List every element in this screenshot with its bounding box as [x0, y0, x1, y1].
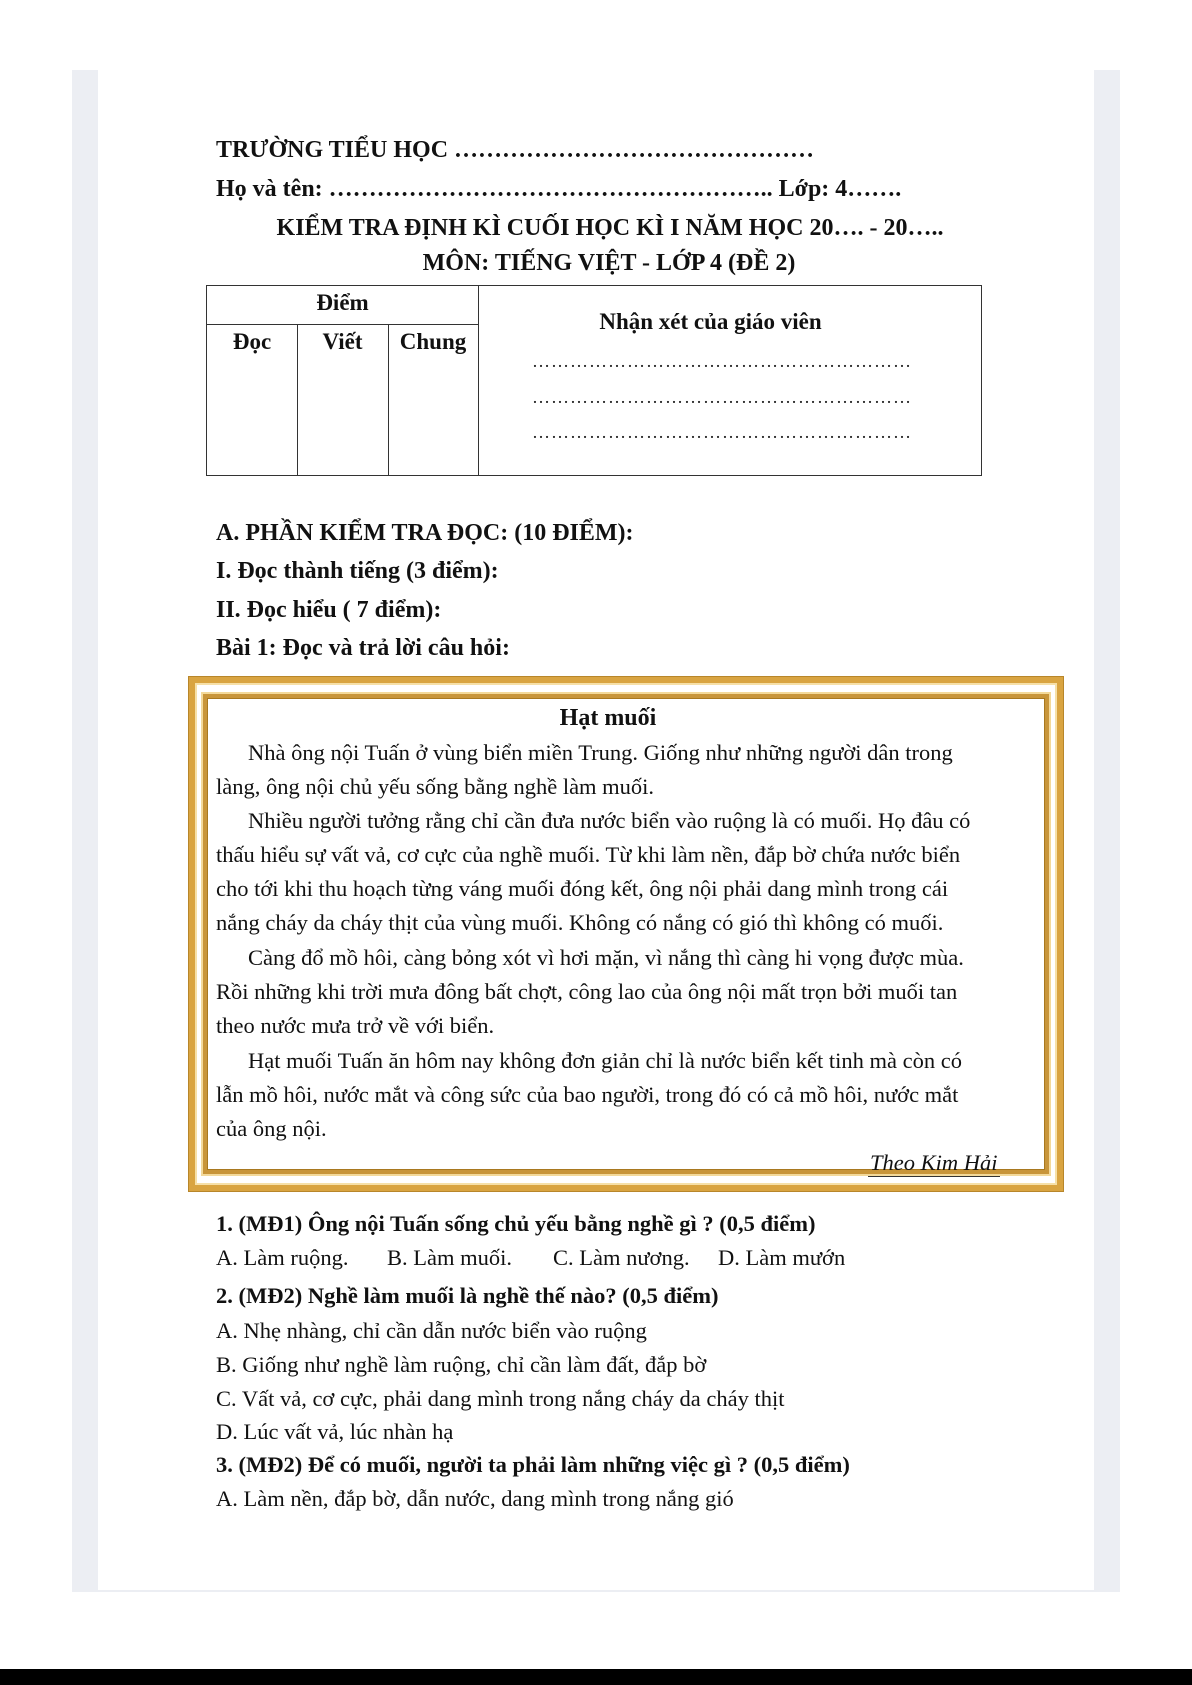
passage-line: lẫn mồ hôi, nước mắt và công sức của bao người, trong đó có cả mồ hôi, nước mắt: [216, 1082, 959, 1107]
score-header: Điểm: [316, 290, 369, 315]
passage-line: làng, ông nội chủ yếu sống bằng nghề làm muối.: [216, 774, 655, 799]
subject-line: MÔN: TIẾNG VIỆT - LỚP 4 (ĐỀ 2): [422, 250, 796, 276]
exam-title: KIỂM TRA ĐỊNH KÌ CUỐI HỌC KÌ I NĂM HỌC 20…. - 20…..: [276, 215, 944, 241]
comment-line: ……………………………………………………: [532, 387, 912, 407]
comment-line: ……………………………………………………: [532, 422, 912, 442]
passage-line: nắng cháy da cháy thịt của vùng muối. Không có nắng có gió thì không có muối.: [216, 910, 944, 935]
question-heading: 1. (MĐ1) Ông nội Tuấn sống chủ yếu bằng nghề gì ? (0,5 điểm): [216, 1211, 816, 1236]
passage-line: của ông nội.: [216, 1116, 327, 1141]
answer-option: C. Vất vả, cơ cực, phải dang mình trong nắng cháy da cháy thịt: [216, 1386, 785, 1411]
section-reading-aloud: I. Đọc thành tiếng (3 điểm):: [216, 558, 499, 584]
screen-bottom-bar: [0, 1669, 1192, 1685]
passage-line: Hạt muối Tuấn ăn hôm nay không đơn giản chỉ là nước biển kết tinh mà còn có: [248, 1048, 963, 1073]
answer-option: A. Làm ruộng.: [216, 1245, 349, 1270]
teacher-comment-header: Nhận xét của giáo viên: [599, 309, 822, 334]
passage-line: cho tới khi thu hoạch từng váng muối đóng kết, ông nội phải dang mình trong cái: [216, 876, 949, 901]
question-heading: 2. (MĐ2) Nghề làm muối là nghề thế nào? (0,5 điểm): [216, 1283, 719, 1308]
score-reading-header: Đọc: [232, 329, 272, 354]
passage-line: Rồi những khi trời mưa đông bất chợt, công lao của ông nội mất trọn bởi muối tan: [216, 979, 958, 1004]
score-writing-header: Viết: [322, 329, 363, 354]
section-exercise-1: Bài 1: Đọc và trả lời câu hỏi:: [216, 635, 510, 661]
passage-title: Hạt muối: [559, 705, 657, 731]
passage-line: Nhiều người tưởng rằng chỉ cần đưa nước biển vào ruộng là có muối. Họ đâu có: [248, 808, 971, 833]
passage-line: theo nước mưa trở về với biển.: [216, 1013, 495, 1038]
passage-line: Nhà ông nội Tuấn ở vùng biển miền Trung. Giống như những người dân trong: [248, 740, 953, 765]
question-heading: 3. (MĐ2) Để có muối, người ta phải làm những việc gì ? (0,5 điểm): [216, 1452, 850, 1477]
section-reading-comprehension: II. Đọc hiểu ( 7 điểm):: [216, 597, 442, 623]
school-line: TRƯỜNG TIỂU HỌC ………………………………………: [216, 137, 815, 163]
table-divider: [207, 324, 478, 325]
answer-option: C. Làm nương.: [553, 1245, 690, 1270]
answer-option: A. Làm nền, đắp bờ, dẫn nước, dang mình trong nắng gió: [216, 1486, 734, 1511]
passage-source: Theo Kim Hải: [870, 1150, 998, 1175]
answer-option: B. Giống như nghề làm ruộng, chỉ cần làm đất, đắp bờ: [216, 1352, 707, 1377]
answer-option: D. Làm mướn: [718, 1245, 846, 1270]
score-table: [206, 285, 982, 476]
answer-option: A. Nhẹ nhàng, chỉ cần dẫn nước biển vào ruộng: [216, 1318, 647, 1343]
answer-option: D. Lúc vất vả, lúc nhàn hạ: [216, 1419, 454, 1444]
answer-option: B. Làm muối.: [387, 1245, 512, 1270]
passage-line: thấu hiểu sự vất vả, cơ cực của nghề muối. Từ khi làm nền, đắp bờ chứa nước biển: [216, 842, 961, 867]
comment-line: ……………………………………………………: [532, 351, 912, 371]
score-total-header: Chung: [399, 329, 467, 354]
section-part-a: A. PHẦN KIỂM TRA ĐỌC: (10 ĐIỂM):: [216, 520, 634, 546]
passage-line: Càng đổ mồ hôi, càng bỏng xót vì hơi mặn, vì nắng thì càng hi vọng được mùa.: [248, 945, 964, 970]
student-name-line: Họ và tên: ……………………………………………….. Lớp: 4…….: [216, 176, 902, 202]
